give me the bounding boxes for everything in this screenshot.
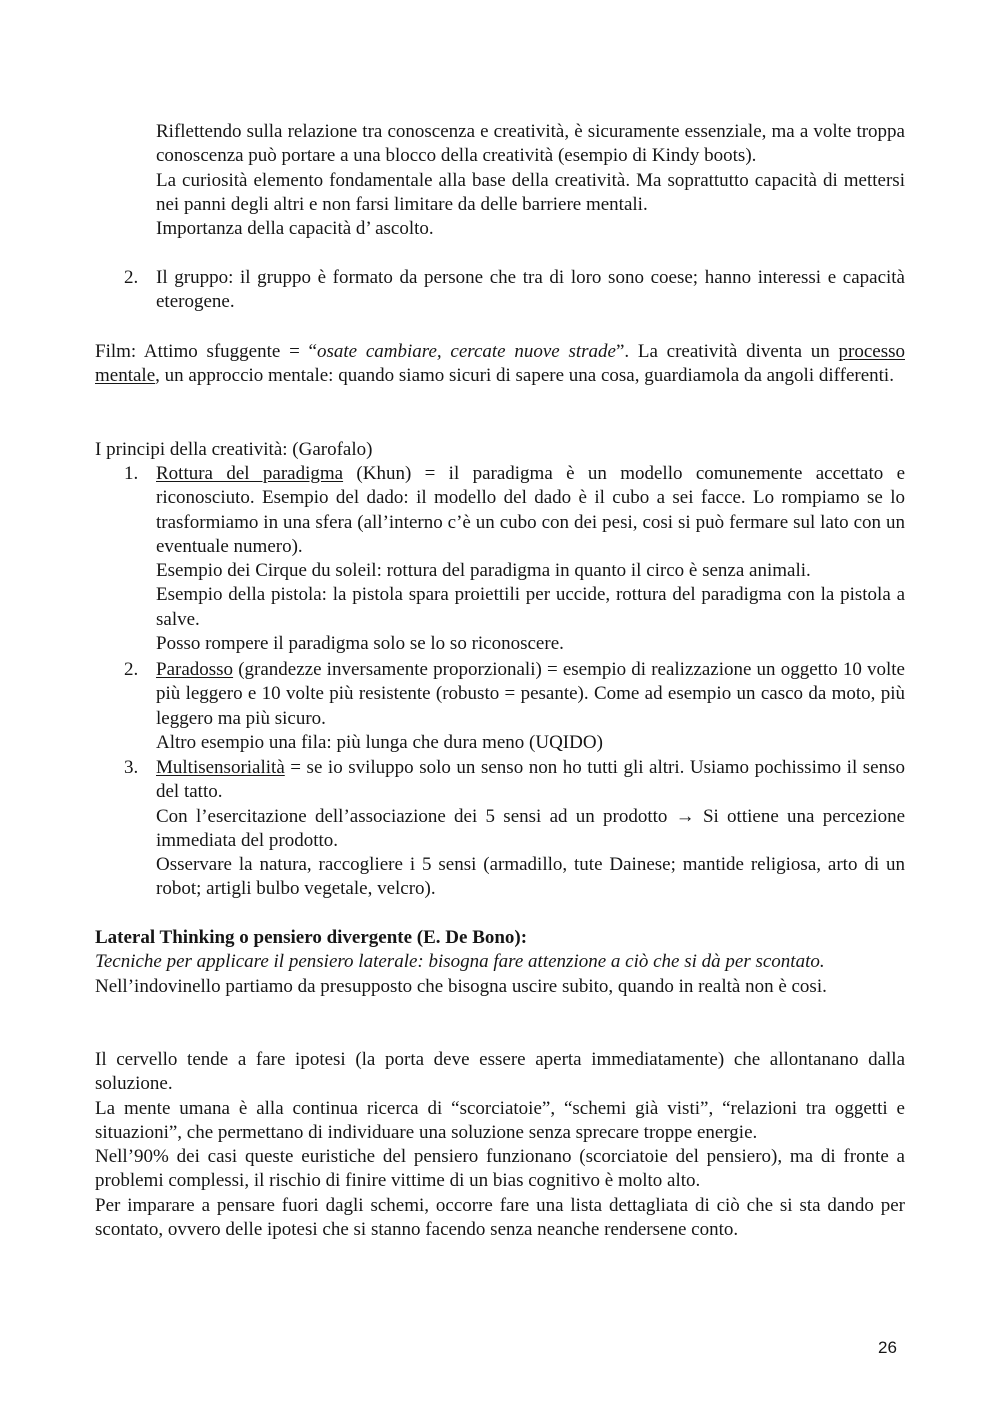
- film-after-quote: ”. La creatività diventa un: [615, 341, 839, 362]
- group-item-text: Il gruppo: il gruppo è formato da persone che tra di loro sono coese; hanno interessi e capacità eterogene.: [156, 267, 905, 313]
- film-quote: osate cambiare, cercate nuove strade: [316, 341, 616, 362]
- principle-1-text: (Khun) = il paradigma è un modello comunemente accettato e riconosciuto. Esempio del dado: il modello del dado è il cubo a sei facce. Lo rompiamo se lo trasformiamo in una sfera (all’interno c’è un cubo con dei pesi, cosi si può fermare sul lato con un eventuale numero).: [156, 463, 906, 557]
- principle-1: [156, 462, 905, 656]
- principle-3-text: = se io sviluppo solo un senso non ho tutti gli altri. Usiamo pochissimo il senso del tatto.: [156, 757, 905, 803]
- principle-2-term: Paradosso: [156, 659, 234, 680]
- film-rest: , un approccio mentale: quando siamo sicuri di sapere una cosa, guardiamola da angoli differenti.: [155, 365, 894, 387]
- film-lead: Film: Attimo sfuggente = “: [95, 341, 317, 362]
- principle-3-term: Multisensorialità: [156, 757, 285, 778]
- principle-1-extra-1: Esempio dei Cirque du soleil: rottura del paradigma in quanto il circo è senza animali.: [156, 560, 811, 582]
- intro-paragraph-1: Riflettendo sulla relazione tra conoscenza e creatività, è sicuramente essenziale, ma a volte troppa conoscenza può portare a una blocco della creatività (esempio di Kindy boots).: [156, 121, 905, 167]
- page-number: 26: [878, 1338, 897, 1357]
- principle-1-extra-2: Esempio della pistola: la pistola spara proiettili per uccide, rottura del paradigma con la pistola a salve.: [156, 584, 905, 630]
- principle-2: [156, 658, 905, 755]
- lateral-thinking-p4: Nell’90% dei casi queste euristiche del pensiero funzionano (scorciatoie del pensiero), ma di fronte a problemi complessi, il rischio di finire vittime di un bias cognitivo è molto alto.: [95, 1146, 905, 1192]
- principle-3-extra-1: Con l’esercitazione dell’associazione dei 5 sensi ad un prodotto → Si ottiene una percezione immediata del prodotto.: [156, 805, 905, 851]
- group-item-number: 2.: [124, 267, 139, 288]
- principle-2-extra-1: Altro esempio una fila: più lunga che dura meno (UQIDO): [156, 731, 603, 753]
- intro-paragraph-2: La curiosità elemento fondamentale alla base della creatività. Ma soprattutto capacità di mettersi nei panni degli altri e non farsi limitare da delle barriere mentali.: [156, 169, 905, 215]
- principle-3-number: 3.: [124, 757, 139, 778]
- principle-1-extra-3: Posso rompere il paradigma solo se lo so riconoscere.: [156, 633, 564, 655]
- principle-3: [156, 756, 905, 902]
- lateral-thinking-p5: Per imparare a pensare fuori dagli schemi, occorre fare una lista dettagliata di ciò che si sta dando per scontato, ovvero delle ipotesi che si stanno facendo senza neanche rendersene conto.: [95, 1194, 905, 1241]
- lateral-thinking-p1: Nell’indovinello partiamo da presupposto che bisogna uscire subito, quando in realtà non è cosi.: [95, 975, 827, 997]
- film-underlined-term: processo mentale: [95, 341, 905, 387]
- lateral-thinking-p2: Il cervello tende a fare ipotesi (la porta deve essere aperta immediatamente) che allontanano dalla soluzione.: [95, 1049, 905, 1095]
- principle-2-number: 2.: [124, 659, 139, 680]
- principle-2-text: (grandezze inversamente proporzionali) = esempio di realizzazione un oggetto 10 volte più leggero e 10 volte più resistente (robusto = pesante). Come ad esempio un casco da moto, più leggero ma più sicuro.: [156, 659, 905, 729]
- film-paragraph: [95, 340, 905, 389]
- intro-section: [156, 120, 905, 241]
- principles-heading: I principi della creatività: (Garofalo): [95, 439, 373, 460]
- group-item: [156, 266, 905, 315]
- principle-3-extra-2: Osservare la natura, raccogliere i 5 sensi (armadillo, tute Dainese; mantide religiosa, arto di un robot; artigli bulbo vegetale, velcro).: [156, 854, 905, 900]
- principle-1-term: Rottura del paradigma: [156, 463, 344, 484]
- lateral-thinking-heading: Lateral Thinking o pensiero divergente (E. De Bono):: [95, 927, 528, 948]
- lateral-thinking-italic: Tecniche per applicare il pensiero laterale: bisogna fare attenzione a ciò che si dà per scontato.: [95, 951, 825, 973]
- lateral-thinking-p3: La mente umana è alla continua ricerca di “scorciatoie”, “schemi già visti”, “relazioni tra oggetti e situazioni”, che permettano di individuare una soluzione senza sprecare troppe energie.: [95, 1097, 905, 1143]
- intro-paragraph-3: Importanza della capacità d’ ascolto.: [156, 218, 434, 240]
- principles-heading-block: [95, 438, 905, 462]
- principle-1-number: 1.: [124, 463, 139, 484]
- lateral-thinking-section: [95, 926, 905, 999]
- brain-section: [95, 1048, 905, 1242]
